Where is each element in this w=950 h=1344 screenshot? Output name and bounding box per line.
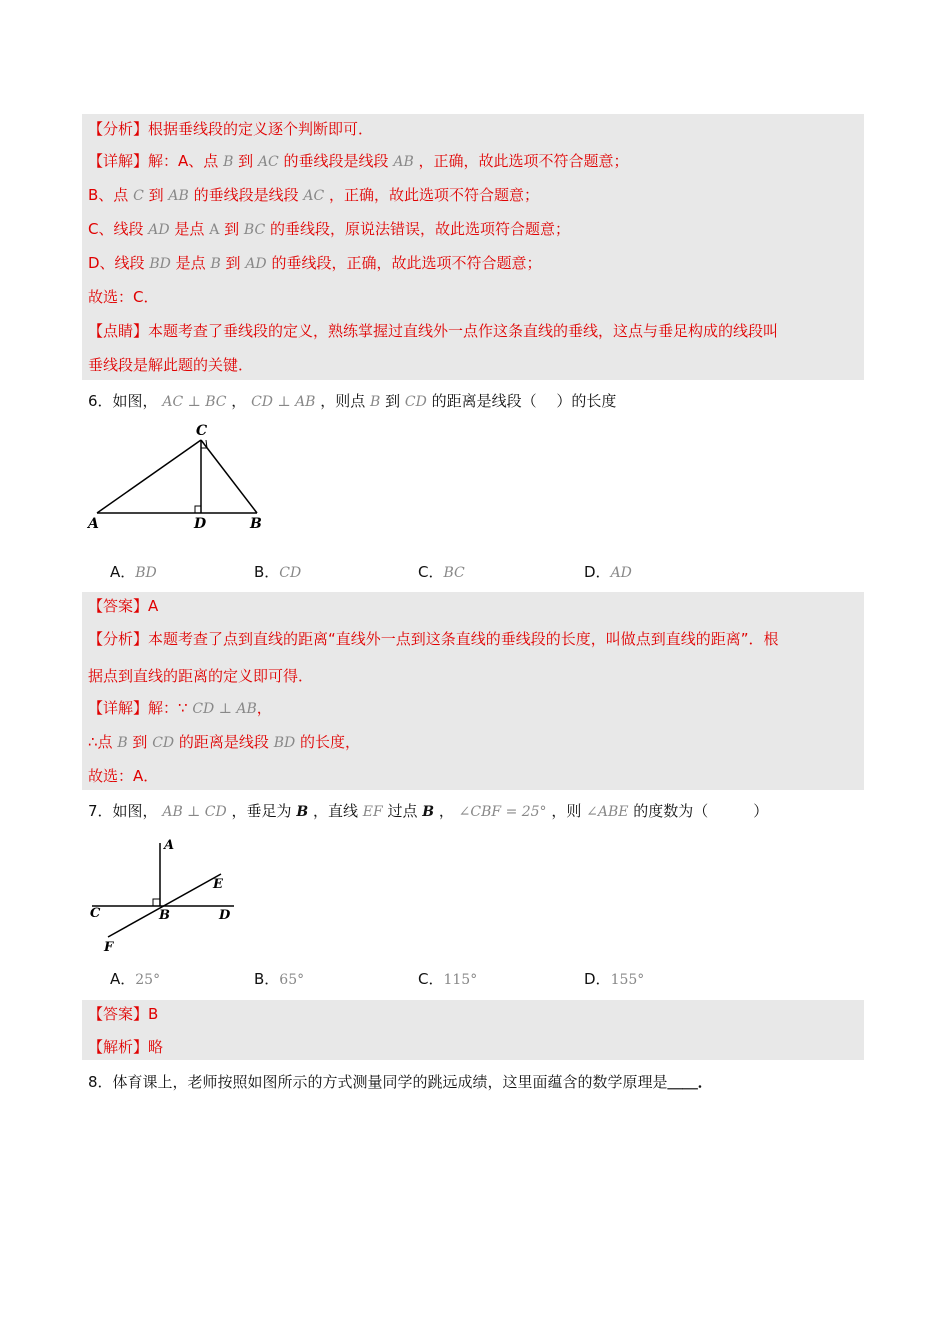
label-e: E bbox=[213, 877, 223, 892]
q6-choice: 故选：A． bbox=[88, 767, 159, 785]
q5-detail-c: C、线段 AD 是点 A 到 BC 的垂线段，原说法错误，故此选项符合题意； bbox=[88, 220, 570, 238]
q6-triangle-figure bbox=[86, 420, 276, 535]
q7-answer: 【答案】B bbox=[88, 1005, 159, 1023]
q7-lines-figure bbox=[86, 834, 246, 954]
q6-analysis-2: 据点到直线的距离的定义即可得． bbox=[88, 667, 314, 685]
q6-answer: 【答案】A bbox=[88, 597, 159, 615]
q5-detail-b: B、点 C 到 AB 的垂线段是线段 AC ，正确，故此选项不符合题意； bbox=[88, 186, 539, 204]
right-angle-b bbox=[153, 899, 160, 906]
label-c: C bbox=[90, 906, 101, 921]
q6-therefore: ∴点 B 到 CD 的距离是线段 BD 的长度， bbox=[88, 733, 361, 751]
q5-remark-1: 【点睛】本题考查了垂线段的定义，熟练掌握过直线外一点作这条直线的垂线，这点与垂足构成的线段叫 bbox=[88, 322, 779, 340]
q6-option-d: D．AD bbox=[584, 563, 632, 581]
segment-ac bbox=[97, 440, 201, 513]
q7-option-b: B．65° bbox=[254, 970, 305, 988]
q8-stem: 8．体育课上，老师按照如图所示的方式测量同学的跳远成绩，这里面蕴含的数学原理是＿＿． bbox=[88, 1073, 713, 1091]
q7-option-a: A．25° bbox=[110, 970, 161, 988]
label-a: A bbox=[88, 516, 99, 532]
q7-option-c: C．115° bbox=[418, 970, 478, 988]
q6-option-c: C．BC bbox=[418, 563, 465, 581]
q6-analysis-1: 【分析】本题考查了点到直线的距离“直线外一点到这条直线的垂线段的长度，叫做点到直线的距离”．根 bbox=[88, 630, 779, 648]
segment-bc bbox=[201, 440, 257, 513]
q6-option-b: B．CD bbox=[254, 563, 302, 581]
q5-choice: 故选：C． bbox=[88, 288, 159, 306]
right-angle-d bbox=[195, 506, 201, 513]
label-f: F bbox=[104, 940, 114, 954]
q5-detail-a: 【详解】解：A、点 B 到 AC 的垂线段是线段 AB ，正确，故此选项不符合题意； bbox=[88, 152, 629, 170]
q5-detail-d: D、线段 BD 是点 B 到 AD 的垂线段，正确，故此选项不符合题意； bbox=[88, 254, 542, 272]
label-a: A bbox=[164, 838, 175, 853]
label-b: B bbox=[250, 516, 262, 532]
q5-analysis: 【分析】根据垂线段的定义逐个判断即可． bbox=[88, 120, 374, 138]
q7-option-d: D．155° bbox=[584, 970, 645, 988]
q5-remark-2: 垂线段是解此题的关键． bbox=[88, 356, 254, 374]
q7-stem: 7．如图， AB ⊥ CD ，垂足为 B ，直线 EF 过点 B ， ∠CBF = 25° ，则 ∠ABE 的度数为（ ） bbox=[88, 802, 769, 820]
q6-solution-box bbox=[82, 592, 864, 790]
q7-solution-box bbox=[82, 1000, 864, 1060]
label-c: C bbox=[196, 423, 208, 439]
q6-detail: 【详解】解：∵ CD ⊥ AB， bbox=[88, 699, 272, 717]
q6-option-a: A．BD bbox=[110, 563, 157, 581]
label-b: B bbox=[159, 908, 170, 923]
q7-explain: 【解析】略 bbox=[88, 1038, 164, 1056]
q6-stem: 6．如图， AC ⊥ BC ， CD ⊥ AB ，则点 B 到 CD 的距离是线段（ ）的长度 bbox=[88, 392, 617, 410]
label-d: D bbox=[194, 516, 207, 532]
label-d: D bbox=[219, 908, 231, 923]
